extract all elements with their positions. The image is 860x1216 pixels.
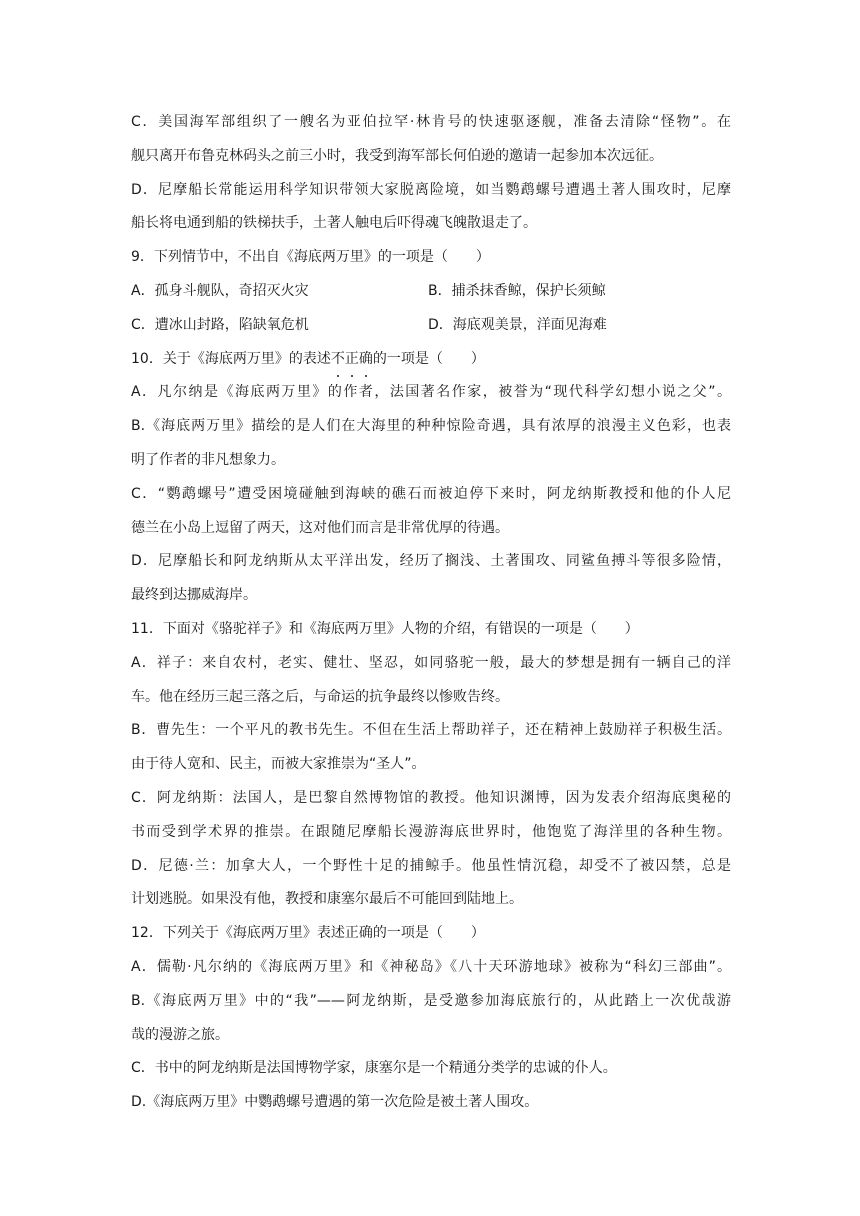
text-line (131, 613, 731, 647)
text-line-content: A．凡尔纳是《海底两万里》的作者，法国著名作家，被誉为“现代科学幻想小说之父”。 (131, 384, 731, 401)
question-text-after: 的一项是（ ） (372, 350, 485, 367)
text-line (131, 985, 731, 1019)
text-line (131, 883, 731, 917)
text-line (131, 647, 731, 681)
text-line (131, 579, 731, 613)
document-body (131, 106, 731, 1120)
text-line-content: 12．下列关于《海底两万里》表述正确的一项是（ ） (131, 925, 485, 942)
text-line-content: D．尼德·兰：加拿大人，一个野性十足的捕鲸手。他虽性情沉稳，却受不了被囚禁，总是 (131, 857, 731, 874)
text-line-content: D．尼摩船长和阿龙纳斯从太平洋出发，经历了搁浅、土著围攻、同鲨鱼搏斗等很多险情， (131, 553, 731, 570)
text-line-content: D．尼摩船长常能运用科学知识带领大家脱离险境，如当鹦鹉螺号遭遇土著人围攻时，尼摩 (131, 181, 731, 198)
text-line-content: B．曹先生：一个平凡的教书先生。不但在生活上帮助祥子，还在精神上鼓励祥子积极生活。 (131, 722, 731, 739)
text-line (131, 917, 731, 951)
text-line-content: C．阿龙纳斯：法国人，是巴黎自然博物馆的教授。他知识渊博，因为发表介绍海底奥秘的 (131, 789, 731, 806)
text-line (131, 174, 731, 208)
text-line-content: 德兰在小岛上逗留了两天，这对他们而言是非常优厚的待遇。 (131, 519, 509, 536)
text-line-content: C．“鹦鹉螺号”遭受困境碰触到海峡的礁石而被迫停下来时，阿龙纳斯教授和他的仆人尼 (131, 485, 731, 502)
text-line (131, 1086, 731, 1120)
text-line-content: 舰只离开布鲁克林码头之前三小时，我受到海军部长何伯逊的邀请一起参加本次远征。 (131, 147, 663, 164)
question-line (131, 343, 731, 377)
text-line-content: C．书中的阿龙纳斯是法国博物学家，康塞尔是一个精通分类学的忠诚的仆人。 (131, 1060, 617, 1077)
text-line-content: A．祥子：来自农村，老实、健壮、坚忍，如同骆驼一般，最大的梦想是拥有一辆自己的洋 (131, 654, 731, 671)
text-line (131, 140, 731, 174)
text-line (131, 444, 731, 478)
option-row (131, 275, 731, 309)
text-line-content: 明了作者的非凡想象力。 (131, 451, 285, 468)
text-line (131, 816, 731, 850)
text-line (131, 106, 731, 140)
text-line (131, 850, 731, 884)
option-left: C．遭冰山封路，陷缺氧危机 (131, 316, 309, 333)
emphasis-mark-text (331, 351, 373, 367)
option-left: A．孤身斗舰队，奇招灭火灾 (131, 282, 309, 299)
text-line-content: 船长将电通到船的铁梯扶手，土著人触电后吓得魂飞魄散退走了。 (131, 215, 537, 232)
text-line (131, 241, 731, 275)
text-line-content: A．儒勒·凡尔纳的《海底两万里》和《神秘岛》《八十天环游地球》被称为“科幻三部曲”。 (131, 958, 731, 975)
text-line (131, 748, 731, 782)
text-line (131, 1052, 731, 1086)
text-line (131, 951, 731, 985)
text-line-content: 最终到达挪威海岸。 (131, 587, 257, 604)
text-line-content: 书而受到学术界的推崇。在跟随尼摩船长漫游海底世界时，他饱览了海洋里的各种生物。 (131, 823, 731, 840)
emphasized-word: 不正确 (330, 350, 373, 367)
text-line (131, 376, 731, 410)
text-line (131, 478, 731, 512)
text-line (131, 545, 731, 579)
option-row (131, 309, 731, 343)
text-line (131, 1019, 731, 1053)
option-right: D．海底观美景，洋面见海难 (428, 316, 607, 333)
text-line (131, 782, 731, 816)
question-text-before: 10．关于《海底两万里》的表述 (131, 350, 331, 367)
text-line-content: 计划逃脱。如果没有他，教授和康塞尔最后不可能回到陆地上。 (131, 891, 523, 908)
text-line (131, 512, 731, 546)
text-line (131, 410, 731, 444)
text-line-content: B.《海底两万里》描绘的是人们在大海里的种种惊险奇遇，具有浓厚的浪漫主义色彩，也表 (131, 418, 731, 435)
text-line-content: 车。他在经历三起三落之后，与命运的抗争最终以惨败告终。 (131, 688, 509, 705)
text-line-content: D.《海底两万里》中鹦鹉螺号遭遇的第一次危险是被土著人围攻。 (131, 1094, 539, 1111)
text-line-content: 由于待人宽和、民主，而被大家推崇为“圣人”。 (131, 756, 426, 773)
text-line (131, 681, 731, 715)
text-line (131, 714, 731, 748)
text-line-content: C．美国海军部组织了一艘名为亚伯拉罕·林肯号的快速驱逐舰，准备去清除“怪物”。在 (131, 114, 731, 130)
text-line-content: 11．下面对《骆驼祥子》和《海底两万里》人物的介绍，有错误的一项是（ ） (131, 620, 639, 637)
text-line-content: 哉的漫游之旅。 (131, 1026, 229, 1043)
text-line-content: 9．下列情节中，不出自《海底两万里》的一项是（ ） (131, 249, 490, 266)
option-right: B．捕杀抹香鲸，保护长须鲸 (428, 282, 606, 299)
text-line (131, 207, 731, 241)
text-line-content: B.《海底两万里》中的“我”——阿龙纳斯，是受邀参加海底旅行的，从此踏上一次优哉游 (131, 992, 731, 1009)
